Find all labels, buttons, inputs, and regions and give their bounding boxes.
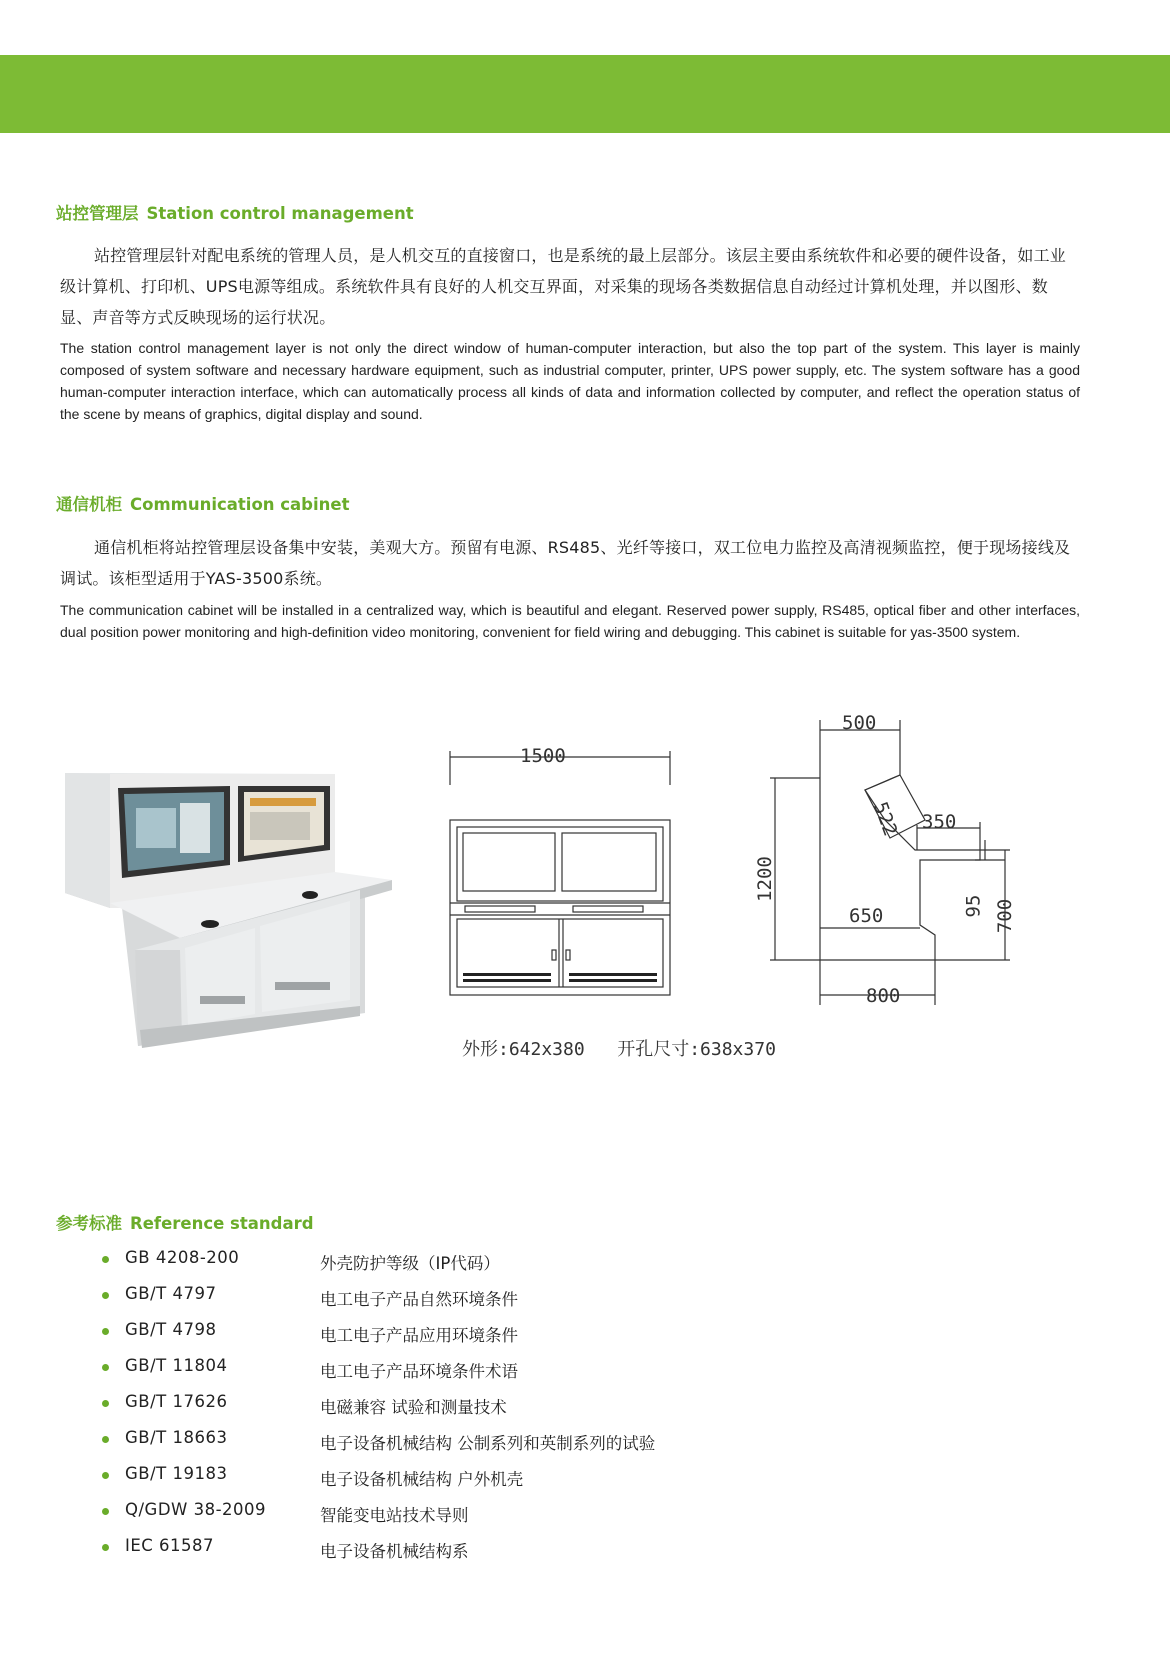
- standard-name: 电工电子产品自然环境条件: [320, 1290, 518, 1309]
- standard-item: [100, 1428, 800, 1464]
- standard-name: 外壳防护等级（IP代码）: [320, 1254, 500, 1273]
- standard-code: GB/T 18663: [125, 1428, 228, 1447]
- standards-list: [100, 1248, 800, 1572]
- bullet-icon: [102, 1472, 109, 1479]
- section-title-cn: 站控管理层: [56, 204, 139, 223]
- standard-item: [100, 1536, 800, 1572]
- standard-code: GB/T 17626: [125, 1392, 228, 1411]
- standard-name: 电子设备机械结构 户外机壳: [320, 1470, 524, 1489]
- bullet-icon: [102, 1364, 109, 1371]
- standard-item: [100, 1248, 800, 1284]
- front-view-drawing: [445, 745, 675, 1005]
- side-view-drawing: [745, 710, 1035, 1020]
- section-title-cn: 参考标准: [56, 1214, 122, 1233]
- cabinet-photo: [60, 768, 405, 1053]
- bullet-icon: [102, 1400, 109, 1407]
- standard-item: [100, 1392, 800, 1428]
- dimension-side-small: 95: [962, 894, 985, 918]
- standard-code: Q/GDW 38-2009: [125, 1500, 267, 1519]
- cabinet-paragraph-cn: 通信机柜将站控管理层设备集中安装，美观大方。预留有电源、RS485、光纤等接口，双工位电力监控及高清视频监控，便于现场接线及调试。该柜型适用于YAS-3500系统。: [60, 538, 1071, 588]
- header-band: [0, 55, 1170, 133]
- standard-code: GB/T 4797: [125, 1284, 217, 1303]
- section-title-en: Station control management: [146, 204, 414, 223]
- bullet-icon: [102, 1544, 109, 1551]
- bullet-icon: [102, 1328, 109, 1335]
- standard-name: 电工电子产品环境条件术语: [320, 1362, 518, 1381]
- dimension-side-lower: 700: [994, 898, 1017, 934]
- dimension-side-step: 350: [922, 811, 957, 833]
- dimension-front-width: 1500: [520, 745, 566, 767]
- standard-code: GB/T 11804: [125, 1356, 228, 1375]
- dimension-side-height: 1200: [753, 856, 776, 902]
- section-title-cn: 通信机柜: [56, 495, 122, 514]
- station-paragraph-en: The station control management layer is not only the direct window of human-computer interaction, but also the top part of the system. This layer is mainly composed of system software and necessary hardware equipment, such as industrial computer, printer, UPS power supply, etc. The system software has a good human-computer interaction interface, which can automatically process all kinds of data and information collected by computer, and reflect the operation status of the scene by means of graphics, digital display and sound.: [60, 340, 1080, 422]
- section-title-station: [56, 200, 414, 224]
- standard-item: [100, 1356, 800, 1392]
- bullet-icon: [102, 1292, 109, 1299]
- standard-item: [100, 1320, 800, 1356]
- cabinet-paragraph-en: The communication cabinet will be installed in a centralized way, which is beautiful and elegant. Reserved power supply, RS485, optical fiber and other interfaces, dual position power monitoring and high-definition video monitoring, convenient for field wiring and debugging. This cabinet is suitable for yas-3500 system.: [60, 602, 1080, 640]
- standard-name: 电磁兼容 试验和测量技术: [320, 1398, 507, 1417]
- standard-item: [100, 1464, 800, 1500]
- standard-code: GB/T 19183: [125, 1464, 228, 1483]
- bullet-icon: [102, 1508, 109, 1515]
- dimension-side-depth-top: 500: [842, 712, 877, 734]
- bullet-icon: [102, 1436, 109, 1443]
- station-paragraph-cn: 站控管理层针对配电系统的管理人员，是人机交互的直接窗口，也是系统的最上层部分。该层主要由系统软件和必要的硬件设备，如工业级计算机、打印机、UPS电源等组成。系统软件具有良好的人机交互界面，对采集的现场各类数据信息自动经过计算机处理，并以图形、数显、声音等方式反映现场的运行状况。: [60, 246, 1067, 327]
- dimension-side-base: 800: [866, 985, 901, 1007]
- bullet-icon: [102, 1256, 109, 1263]
- section-title-cabinet: [56, 491, 349, 515]
- standard-code: GB/T 4798: [125, 1320, 217, 1339]
- section-title-reference: [56, 1210, 314, 1234]
- standard-name: 电子设备机械结构 公制系列和英制系列的试验: [320, 1434, 656, 1453]
- standard-name: 电子设备机械结构系: [320, 1542, 469, 1561]
- section-title-en: Communication cabinet: [130, 495, 350, 514]
- standard-item: [100, 1500, 800, 1536]
- dimension-side-mid: 650: [849, 905, 884, 927]
- dimension-side-slope: 522: [868, 799, 902, 839]
- standard-item: [100, 1284, 800, 1320]
- drawing-caption: 外形:642x380 开孔尺寸:638x370: [462, 1039, 776, 1060]
- standard-name: 智能变电站技术导则: [320, 1506, 469, 1525]
- standard-name: 电工电子产品应用环境条件: [320, 1326, 518, 1345]
- section-title-en: Reference standard: [130, 1214, 314, 1233]
- standard-code: GB 4208-200: [125, 1248, 240, 1267]
- standard-code: IEC 61587: [125, 1536, 215, 1555]
